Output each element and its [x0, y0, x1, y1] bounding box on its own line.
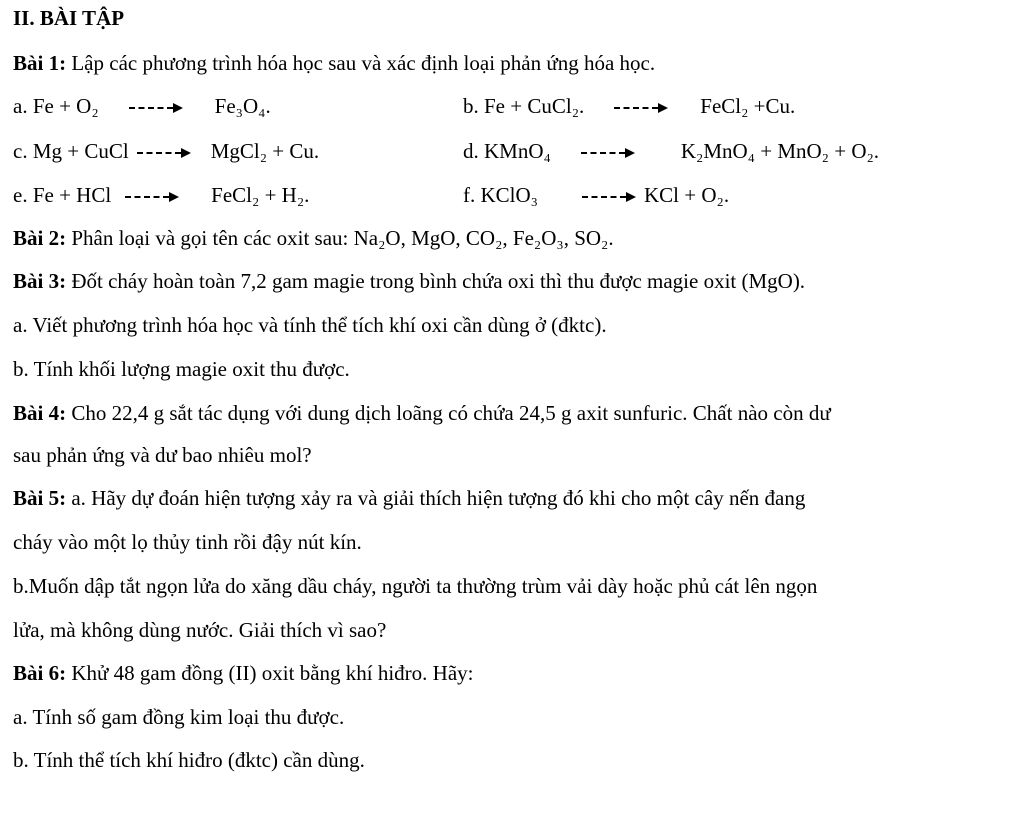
bai5-part-a-line2: cháy vào một lọ thủy tinh rồi đậy nút kín. — [13, 530, 362, 554]
bai5-part-b-line1: b.Muốn dập tắt ngọn lửa do xăng dầu cháy, người ta thường trùm vải dày hoặc phủ cát lên ngọn — [13, 574, 818, 598]
bai6-label: Bài 6: — [13, 661, 67, 685]
bai1-text: Lập các phương trình hóa học sau và xác định loại phản ứng hóa học. — [66, 51, 656, 75]
arrow-icon — [582, 192, 638, 202]
bai3-text: Đốt cháy hoàn toàn 7,2 gam magie trong bình chứa oxi thì thu được magie oxit (MgO). — [66, 269, 806, 293]
equation-b — [463, 92, 795, 120]
bai2-text: Phân loại và gọi tên các oxit sau: Na₂O, MgO, CO₂, Fe₂O₃, SO₂. — [66, 226, 614, 250]
equation-a-reactants: a. Fe + O₂ — [13, 94, 99, 118]
equation-d — [463, 137, 879, 165]
bai5-heading — [13, 484, 805, 512]
bai1-heading — [13, 49, 655, 77]
arrow-icon — [581, 148, 637, 158]
bai3-label: Bài 3: — [13, 269, 67, 293]
equation-c-reactants: c. Mg + CuCl — [13, 139, 129, 163]
equation-f — [463, 181, 729, 209]
bai5-part-a-line1: a. Hãy dự đoán hiện tượng xảy ra và giải thích hiện tượng đó khi cho một cây nến đang — [66, 486, 806, 510]
bai6-text: Khử 48 gam đồng (II) oxit bằng khí hiđro. Hãy: — [66, 661, 474, 685]
equation-d-products: K₂MnO₄ + MnO₂ + O₂. — [680, 139, 880, 163]
equation-a-products: Fe₃O₄. — [214, 94, 271, 118]
equation-c — [13, 137, 319, 165]
equation-e-reactants: e. Fe + HCl — [13, 183, 112, 207]
bai2-heading — [13, 224, 614, 252]
equation-d-reactants: d. KMnO₄ — [463, 139, 551, 163]
equation-c-products: MgCl₂ + Cu. — [210, 139, 320, 163]
bai3-heading — [13, 267, 805, 295]
bai5-part-b-line2: lửa, mà không dùng nước. Giải thích vì sao? — [13, 618, 387, 642]
bai6-heading — [13, 659, 474, 687]
bai2-label: Bài 2: — [13, 226, 67, 250]
arrow-icon — [129, 103, 185, 113]
equation-e — [13, 181, 309, 209]
bai3-part-a: a. Viết phương trình hóa học và tính thể tích khí oxi cần dùng ở (đktc). — [13, 313, 607, 337]
equation-a — [13, 92, 271, 120]
arrow-icon — [137, 148, 193, 158]
equation-f-reactants: f. KClO₃ — [463, 183, 538, 207]
equation-f-products: KCl + O₂. — [644, 183, 730, 207]
equation-b-products: FeCl₂ +Cu. — [700, 94, 796, 118]
bai4-label: Bài 4: — [13, 401, 67, 425]
bai4-text-line1: Cho 22,4 g sắt tác dụng với dung dịch loãng có chứa 24,5 g axit sunfuric. Chất nào còn dư — [66, 401, 831, 425]
bai1-label: Bài 1: — [13, 51, 67, 75]
bai6-part-b: b. Tính thể tích khí hiđro (đktc) cần dùng. — [13, 748, 365, 772]
arrow-icon — [125, 192, 181, 202]
bai3-part-b: b. Tính khối lượng magie oxit thu được. — [13, 357, 350, 381]
bai6-part-a: a. Tính số gam đồng kim loại thu được. — [13, 705, 345, 729]
bai4-text-line2: sau phản ứng và dư bao nhiêu mol? — [13, 443, 312, 467]
bai5-label: Bài 5: — [13, 486, 67, 510]
equation-b-reactants: b. Fe + CuCl₂. — [463, 94, 585, 118]
section-title: II. BÀI TẬP — [13, 6, 125, 30]
arrow-icon — [614, 103, 670, 113]
bai4-heading — [13, 399, 831, 427]
equation-e-products: FeCl₂ + H₂. — [211, 183, 310, 207]
